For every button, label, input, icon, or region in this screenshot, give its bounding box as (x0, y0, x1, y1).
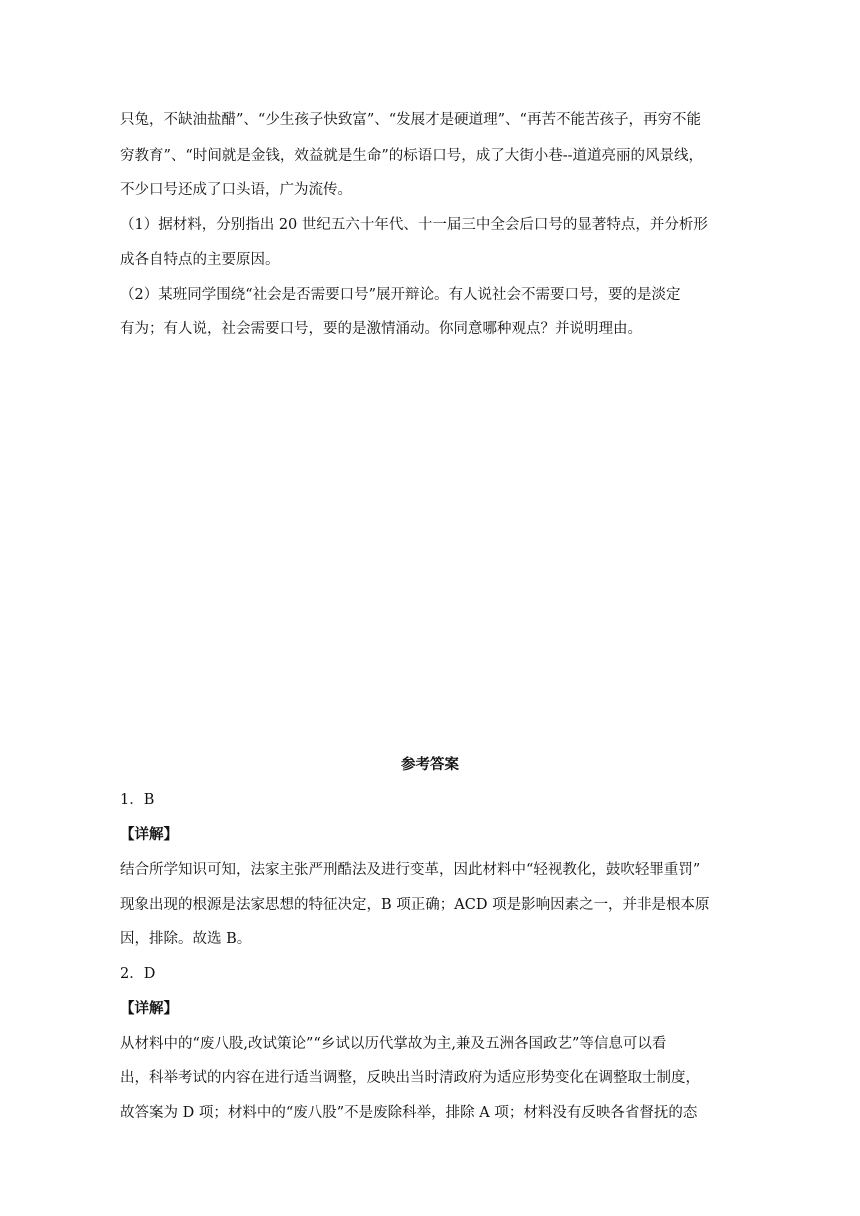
answer-explanation-line: 出，科举考试的内容在进行适当调整，反映出当时清政府为适应形势变化在调整取士制度， (120, 1070, 700, 1086)
answer-label: 2．D (120, 966, 156, 982)
answer-label: 1．B (120, 792, 155, 808)
answers-heading: 参考答案 (401, 757, 459, 773)
answer-detail-title: 【详解】 (120, 827, 178, 843)
subquestion-2: （2）某班同学围绕“社会是否需要口号”展开辩论。有人说社会不需要口号，要的是淡定 (120, 287, 681, 303)
answer-explanation-line: 现象出现的根源是法家思想的特征决定，B 项正确；ACD 项是影响因素之一，并非是根本原 (120, 897, 710, 913)
subquestion-1: 成各自特点的主要原因。 (120, 252, 280, 268)
subquestion-2: 有为；有人说，社会需要口号，要的是激情涌动。你同意哪种观点？并说明理由。 (120, 321, 642, 337)
answer-explanation-line: 故答案为 D 项；材料中的“废八股”不是废除科举，排除 A 项；材料没有反映各省督抚的态 (120, 1105, 698, 1121)
answer-explanation-line: 结合所学知识可知，法家主张严刑酷法及进行变革，因此材料中“轻视教化，鼓吹轻罪重罚” (120, 862, 701, 878)
answer-explanation-line: 从材料中的“废八股,改试策论”“乡试以历代掌故为主,兼及五洲各国政艺”等信息可以看 (120, 1036, 667, 1052)
material-line: 不少口号还成了口头语，广为流传。 (120, 182, 352, 198)
answer-detail-title: 【详解】 (120, 1001, 178, 1017)
subquestion-1: （1）据材料，分别指出 20 世纪五六十年代、十一届三中全会后口号的显著特点，并分析形 (120, 217, 708, 233)
material-line: 穷教育”、“时间就是金钱，效益就是生命”的标语口号，成了大街小巷--道道亮丽的风景线， (120, 148, 704, 164)
material-line: 只兔，不缺油盐醋”、“少生孩子快致富”、“发展才是硬道理”、“再苦不能苦孩子，再穷不能 (120, 112, 701, 128)
answer-explanation-line: 因，排除。故选 B。 (120, 931, 252, 947)
